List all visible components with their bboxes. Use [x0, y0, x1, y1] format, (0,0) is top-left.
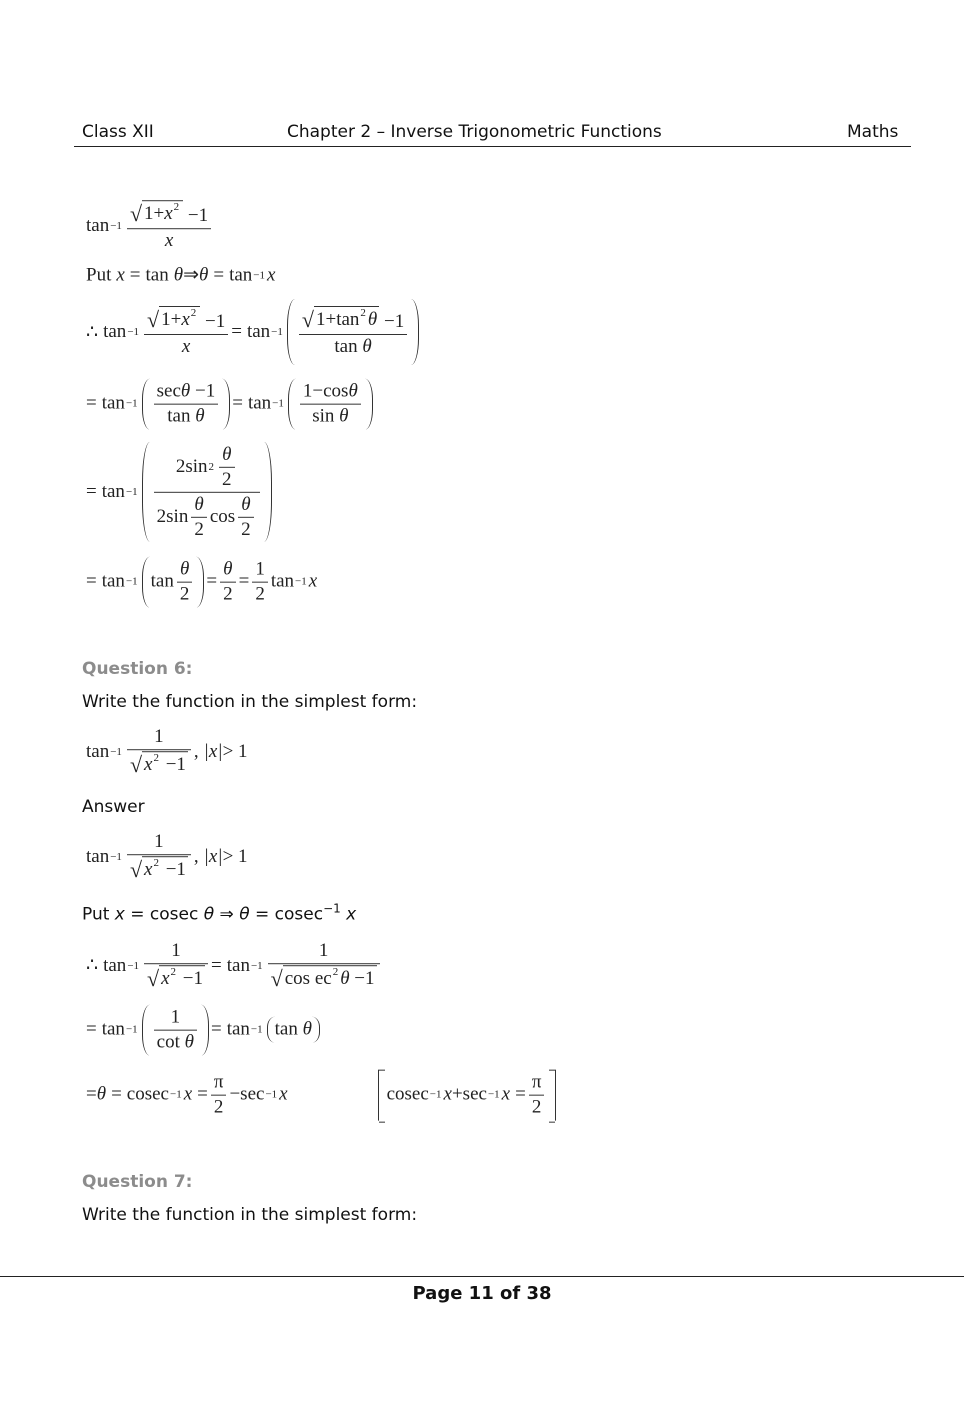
- math-part: [142, 751, 188, 776]
- math-text: =: [238, 571, 250, 592]
- math-text: x: [164, 203, 173, 225]
- math-text: −1: [253, 269, 265, 281]
- radical-sign: √: [147, 965, 160, 991]
- square-root: [147, 306, 200, 331]
- math-text: = cosec: [249, 904, 324, 925]
- math-part: [154, 404, 219, 428]
- parenthesis-group: [288, 379, 373, 430]
- math-text: tan: [246, 321, 271, 342]
- question-6-prompt: Write the function in the simplest form:: [82, 692, 418, 712]
- question-7-prompt: Write the function in the simplest form:: [82, 1205, 418, 1225]
- math-text: θ: [239, 904, 250, 925]
- math-part: [549, 1070, 555, 1123]
- math-part: [127, 854, 191, 883]
- math-text: −1: [125, 398, 138, 410]
- math-part: [154, 381, 219, 404]
- math-text: θ: [199, 264, 209, 285]
- math-text: =: [211, 954, 222, 976]
- math-text: =: [86, 393, 97, 414]
- math-part: [283, 965, 377, 990]
- math-text: 1: [255, 558, 265, 580]
- footer-divider: [0, 1276, 964, 1277]
- math-text: > 1: [222, 845, 248, 867]
- math-text: =: [86, 1019, 97, 1040]
- math-text: θ: [222, 443, 232, 465]
- radical-sign: √: [129, 856, 143, 882]
- math-text: −1: [165, 754, 186, 776]
- math-text: x: [308, 571, 318, 592]
- math-text: cosec: [386, 1084, 429, 1105]
- math-text: x: [127, 228, 211, 252]
- math-text: −1: [125, 1024, 138, 1036]
- math-text: 2: [220, 582, 236, 606]
- math-part: [144, 963, 208, 992]
- math-text: +: [451, 1084, 463, 1105]
- math-text: 2: [219, 467, 235, 491]
- math-part: [159, 306, 200, 331]
- fraction: [220, 559, 236, 606]
- math-text: x: [144, 754, 153, 776]
- math-text: x: [501, 1084, 511, 1105]
- math-text: tan: [274, 1019, 298, 1040]
- math-text: > 1: [222, 740, 248, 762]
- fraction: [299, 306, 407, 358]
- math-text: sec: [156, 380, 181, 402]
- math-line: [86, 940, 383, 992]
- math-sup: −1: [110, 219, 122, 232]
- math-text: tan: [101, 481, 125, 502]
- math-text: cot: [156, 1031, 180, 1053]
- fraction: [177, 559, 193, 606]
- math-text: −1: [110, 850, 122, 863]
- math-text: θ: [194, 493, 204, 515]
- math-text: x: [114, 904, 125, 925]
- math-text: tan: [101, 571, 125, 592]
- math-part: [142, 856, 188, 881]
- math-text: 2: [191, 516, 207, 540]
- math-text: 1: [154, 726, 164, 748]
- math-text: −: [229, 1084, 241, 1105]
- fraction: [191, 494, 207, 541]
- math-text: 1: [170, 1006, 181, 1028]
- math-text: θ: [223, 558, 233, 580]
- math-text: x: [181, 309, 190, 331]
- math-text: =: [213, 264, 225, 285]
- math-text: −1: [125, 576, 138, 588]
- math-text: x: [340, 904, 357, 925]
- math-part: [299, 334, 407, 358]
- math-part: [127, 200, 211, 228]
- math-text: 2: [173, 201, 180, 214]
- math-text: θ: [180, 380, 191, 402]
- math-text: tan: [86, 740, 110, 762]
- math-part: [268, 963, 380, 992]
- math-text: |x|: [203, 845, 223, 867]
- math-text: −1: [250, 959, 263, 972]
- question-6-label: Question 6:: [82, 659, 193, 679]
- fraction: [268, 940, 380, 992]
- math-part: [379, 1070, 385, 1123]
- math-text: −1: [271, 326, 283, 338]
- radical-sign: √: [129, 201, 143, 227]
- math-text: tan: [103, 321, 127, 342]
- math-text: −1: [125, 486, 138, 498]
- math-text: 2: [153, 857, 159, 870]
- fraction: [252, 559, 268, 606]
- math-text: π: [531, 1071, 542, 1093]
- math-text: 2: [252, 582, 268, 606]
- math-text: =: [86, 481, 97, 502]
- math-text: 2: [170, 966, 177, 979]
- fraction: [154, 381, 219, 428]
- math-text: =: [111, 1084, 122, 1105]
- math-line: [86, 1005, 322, 1056]
- math-text: tan: [270, 571, 295, 592]
- fraction: [154, 444, 260, 540]
- math-line: [86, 557, 317, 608]
- parenthesis-group: [287, 299, 419, 365]
- math-text: −1: [195, 380, 216, 402]
- math-text: 1: [171, 940, 181, 962]
- square-root: [147, 965, 205, 990]
- fraction: [127, 200, 211, 252]
- math-text: =: [231, 321, 242, 342]
- math-text: x: [279, 1084, 288, 1105]
- parenthesis-group: [142, 379, 231, 430]
- fraction: [529, 1072, 545, 1119]
- math-text: −1: [205, 311, 226, 333]
- math-text: 2sin: [156, 505, 189, 527]
- math-text: tan: [247, 393, 272, 414]
- math-text: tan: [167, 405, 191, 427]
- fraction: [300, 381, 361, 428]
- math-text: θ: [203, 904, 215, 925]
- math-text: −1: [250, 1024, 263, 1036]
- math-text: θ: [340, 968, 350, 990]
- math-text: 2sin: [175, 456, 208, 478]
- math-text: −1: [127, 959, 140, 972]
- question-7-label: Question 7:: [82, 1172, 193, 1192]
- math-text: θ: [195, 405, 205, 427]
- page-number: Page 11 of 38: [412, 1283, 552, 1304]
- math-text: tan: [101, 1019, 125, 1040]
- math-text: x: [267, 264, 276, 285]
- math-text: =: [86, 1084, 97, 1105]
- math-text: tan: [150, 571, 174, 592]
- math-text: θ: [173, 264, 184, 285]
- math-line: [86, 379, 375, 430]
- math-text: Put: [86, 264, 112, 285]
- math-line: [86, 442, 274, 542]
- math-text: tan: [226, 954, 250, 976]
- math-text: ∴: [86, 955, 99, 977]
- math-line: [86, 831, 248, 883]
- math-part: [154, 492, 260, 541]
- square-root: [271, 965, 377, 990]
- math-text: −1: [127, 326, 140, 338]
- math-text: 2: [208, 460, 214, 473]
- math-text: cos: [209, 505, 236, 527]
- math-line: [86, 1070, 556, 1121]
- math-text: x: [144, 859, 153, 881]
- math-text: x: [116, 264, 125, 285]
- parenthesis-group: [267, 1017, 320, 1043]
- fraction: [211, 1072, 227, 1119]
- math-text: 2: [529, 1095, 545, 1119]
- math-text: =: [197, 1084, 208, 1105]
- math-text: θ: [367, 309, 378, 331]
- math-part: [300, 381, 361, 404]
- radical-sign: √: [270, 965, 283, 991]
- math-text: sec: [240, 1084, 265, 1105]
- math-text: θ: [179, 558, 190, 580]
- math-text: θ: [362, 335, 372, 357]
- math-text: sec: [462, 1084, 487, 1105]
- math-part: [127, 749, 191, 778]
- math-text: θ: [302, 1019, 312, 1040]
- fraction: [154, 1007, 197, 1054]
- parenthesis-group: [142, 1005, 209, 1056]
- math-text: = cosec: [124, 904, 204, 925]
- math-text: 2: [332, 966, 339, 979]
- math-line: [86, 299, 421, 365]
- fraction: [127, 726, 191, 778]
- parenthesis-group: [142, 442, 272, 542]
- math-text: 1−cos: [302, 380, 349, 402]
- math-text: θ: [348, 380, 358, 402]
- math-part: [154, 1030, 197, 1054]
- math-text: π: [213, 1071, 224, 1093]
- math-text: tan: [101, 393, 125, 414]
- math-text: sin: [312, 405, 335, 427]
- math-text: −1: [169, 1089, 182, 1101]
- header-subject: Maths: [847, 122, 899, 142]
- math-text: −1: [384, 311, 405, 333]
- math-text: −1: [265, 1089, 278, 1101]
- header-class: Class XII: [82, 122, 154, 142]
- math-text: −1: [110, 745, 122, 758]
- math-text: tan: [86, 214, 110, 236]
- math-text: 1+: [315, 309, 337, 331]
- fraction: [144, 306, 228, 358]
- math-line: [86, 726, 248, 778]
- math-text: cos ec: [284, 968, 332, 990]
- math-text: 1: [154, 831, 164, 853]
- math-text: 1+: [161, 309, 182, 331]
- math-text: θ: [184, 1031, 194, 1053]
- identity-bracket: [378, 1070, 557, 1121]
- math-text: x: [144, 334, 228, 358]
- math-text: x: [443, 1084, 452, 1105]
- math-text: 2: [177, 582, 193, 606]
- math-text: =: [210, 1019, 222, 1040]
- math-text: |x|: [203, 740, 223, 762]
- math-text: cosec: [126, 1084, 169, 1105]
- math-text: −1: [272, 398, 284, 410]
- math-part: [300, 404, 361, 428]
- math-text: Put: [82, 904, 115, 925]
- math-text: x: [183, 1084, 193, 1105]
- math-part: [144, 306, 228, 334]
- math-text: −1: [165, 859, 186, 881]
- square-root: [130, 751, 188, 776]
- math-text: =: [129, 264, 141, 285]
- math-text: =: [86, 571, 97, 592]
- header-divider: [74, 146, 911, 147]
- math-text: tan: [103, 954, 127, 976]
- math-text: 1: [318, 940, 329, 962]
- math-text: θ: [339, 405, 349, 427]
- math-text: 2: [153, 752, 159, 765]
- radical-sign: √: [147, 307, 160, 333]
- fraction: [127, 831, 191, 883]
- answer-label: Answer: [82, 797, 145, 817]
- radical-sign: √: [129, 751, 143, 777]
- math-part: [314, 306, 379, 331]
- math-text: θ: [96, 1084, 107, 1105]
- math-text: −1: [487, 1089, 500, 1101]
- math-text: =: [232, 393, 243, 414]
- fraction: [144, 940, 208, 992]
- math-text: 1+: [144, 203, 165, 225]
- math-text: =: [206, 571, 218, 592]
- square-root: [130, 856, 188, 881]
- math-text: ⇒: [214, 904, 240, 925]
- header-chapter: Chapter 2 – Inverse Trigonometric Functions: [287, 122, 662, 142]
- math-text: −1: [354, 968, 375, 990]
- math-text: tan: [86, 845, 110, 867]
- math-text: tan: [336, 309, 360, 331]
- fraction: [238, 494, 254, 541]
- math-text: −1: [295, 576, 307, 588]
- math-text: −1: [182, 968, 204, 990]
- math-text: tan: [334, 335, 358, 357]
- math-line: [86, 200, 214, 252]
- radical-sign: √: [301, 307, 314, 333]
- math-part: [159, 965, 205, 990]
- substitution-text: [82, 902, 356, 925]
- math-text: −1: [323, 901, 341, 916]
- math-part: [299, 306, 407, 334]
- math-text: θ: [241, 493, 251, 515]
- math-text: 2: [360, 307, 366, 320]
- math-text: 2: [211, 1095, 227, 1119]
- math-text: −1: [187, 205, 209, 227]
- square-root: [130, 200, 183, 225]
- fraction: [219, 444, 235, 491]
- math-text: −1: [429, 1089, 442, 1101]
- parenthesis-group: [142, 557, 205, 608]
- math-line: [86, 264, 275, 287]
- math-text: ,: [193, 845, 199, 867]
- math-text: tan: [145, 264, 169, 285]
- math-text: ,: [193, 740, 199, 762]
- math-text: tan: [229, 264, 253, 285]
- math-text: tan: [226, 1019, 250, 1040]
- math-text: ∴: [86, 321, 99, 343]
- math-text: 2: [190, 307, 197, 320]
- math-text: 2: [238, 516, 254, 540]
- math-text: =: [515, 1084, 526, 1105]
- math-text: x: [161, 968, 170, 990]
- math-part: [173, 444, 241, 492]
- math-part: [142, 200, 183, 225]
- math-text: ⇒: [183, 264, 199, 286]
- square-root: [302, 306, 379, 331]
